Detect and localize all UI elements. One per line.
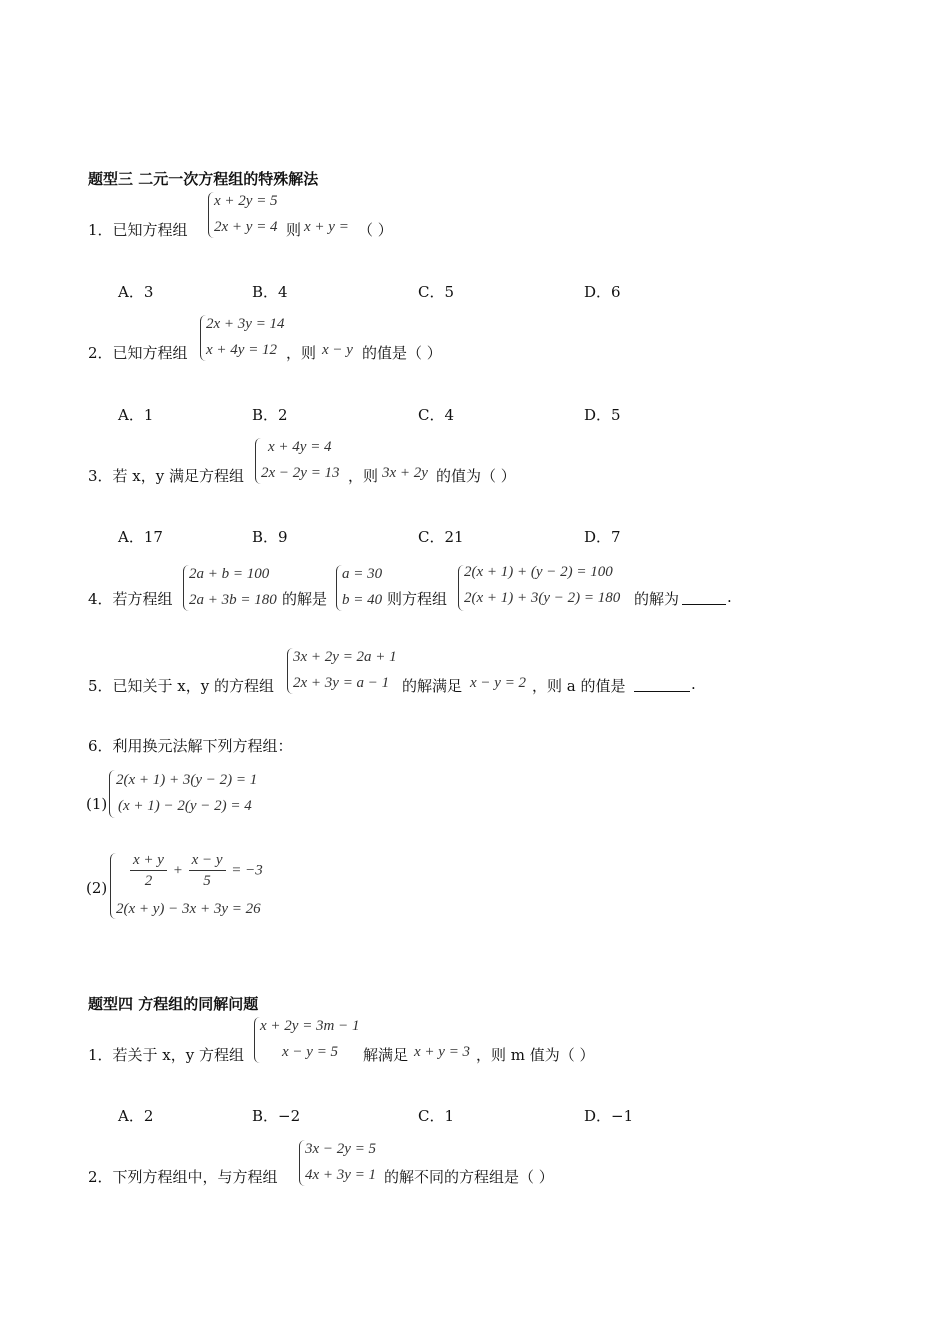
option-a: A．17	[118, 528, 163, 546]
sub-question-label: (1)	[86, 795, 108, 813]
fraction-numerator: x + y	[130, 850, 167, 871]
question-prefix: 3．若 x，y 满足方程组	[88, 467, 245, 485]
question-text: 则方程组	[387, 590, 448, 608]
equation-line: 2a + 3b = 180	[189, 592, 277, 608]
option-b: B．−2	[252, 1107, 301, 1125]
fraction	[130, 850, 167, 891]
math-expression: x + y = 3	[414, 1044, 471, 1060]
equation-line: a = 30	[342, 566, 383, 582]
section-title-4: 题型四 方程组的同解问题	[88, 995, 259, 1013]
equation-line: 3x + 2y = 2a + 1	[293, 649, 397, 665]
question-suffix: 的解不同的方程组是（ ）	[384, 1168, 554, 1186]
equation-brace	[109, 770, 115, 818]
fraction-numerator: x − y	[189, 850, 226, 871]
question-suffix: ，则 a 的值是	[532, 677, 626, 695]
equation-line: 2x + 3y = 14	[206, 316, 285, 332]
question-suffix: ，则	[348, 467, 379, 485]
question-text: 解满足	[363, 1046, 409, 1064]
option-a: A．1	[118, 406, 154, 424]
fraction-denominator: 5	[203, 873, 211, 889]
end-mark: .	[727, 588, 732, 606]
fraction	[189, 850, 226, 891]
option-b: B．4	[252, 283, 288, 301]
equation-line: 4x + 3y = 1	[305, 1167, 377, 1183]
equation-line: 3x − 2y = 5	[305, 1141, 377, 1157]
math-expression: x − y	[322, 342, 353, 358]
question-prefix: 2．下列方程组中，与方程组	[88, 1168, 278, 1186]
equation-line: (x + 1) − 2(y − 2) = 4	[118, 798, 252, 814]
math-expression: x − y = 2	[470, 675, 527, 691]
math-expression: x + y =	[304, 219, 349, 235]
answer-blank[interactable]	[634, 677, 690, 692]
equation-line: x + 2y = 5	[214, 193, 278, 209]
fraction-denominator: 2	[144, 873, 153, 889]
question-text: 的解是	[282, 590, 328, 608]
question-suffix: ，则	[286, 344, 317, 362]
equation-line: x + 4y = 4	[268, 439, 332, 455]
section-title-3: 题型三 二元一次方程组的特殊解法	[88, 170, 319, 188]
option-d: D．7	[584, 528, 621, 546]
question-text: 的解满足	[402, 677, 463, 695]
option-c: C．4	[418, 406, 455, 424]
equation-line: 2x − 2y = 13	[261, 465, 340, 481]
equation-line: x − y = 5	[282, 1044, 339, 1060]
math-expression: 3x + 2y	[382, 465, 428, 481]
equation-line: b = 40	[342, 592, 383, 608]
equation-line: 2x + 3y = a − 1	[293, 675, 390, 691]
question-prefix: 4．若方程组	[88, 590, 173, 608]
question-suffix: 则	[286, 221, 302, 239]
equation-line: 2a + b = 100	[189, 566, 270, 582]
question-text: 6．利用换元法解下列方程组：	[88, 737, 293, 755]
answer-paren: 的值为（ ）	[436, 467, 516, 485]
plus-sign: +	[172, 862, 183, 879]
equation-line: 2x + y = 4	[214, 219, 278, 235]
answer-paren: （ ）	[358, 221, 393, 239]
option-a: A．2	[118, 1107, 154, 1125]
question-prefix: 1．已知方程组	[88, 221, 188, 239]
end-mark: .	[691, 675, 696, 693]
option-c: C．1	[418, 1107, 455, 1125]
fraction-equation	[128, 850, 263, 891]
equation-line: x + 4y = 12	[206, 342, 278, 358]
answer-paren: 的值是（ ）	[362, 344, 442, 362]
equation-line: 2(x + 1) + 3(y − 2) = 180	[464, 590, 621, 606]
question-prefix: 1．若关于 x，y 方程组	[88, 1046, 245, 1064]
question-suffix: ，则 m 值为（ ）	[476, 1046, 595, 1064]
option-b: B．2	[252, 406, 288, 424]
equation-line: x + 2y = 3m − 1	[260, 1018, 360, 1034]
option-c: C．5	[418, 283, 455, 301]
question-prefix: 5．已知关于 x，y 的方程组	[88, 677, 275, 695]
question-prefix: 2．已知方程组	[88, 344, 188, 362]
equation-line: 2(x + 1) + (y − 2) = 100	[464, 564, 613, 580]
option-d: D．−1	[584, 1107, 634, 1125]
equation-rhs: = −3	[231, 862, 263, 879]
sub-question-label: (2)	[86, 879, 108, 897]
option-d: D．6	[584, 283, 621, 301]
option-d: D．5	[584, 406, 621, 424]
option-b: B．9	[252, 528, 288, 546]
option-a: A．3	[118, 283, 154, 301]
option-c: C．21	[418, 528, 464, 546]
question-suffix: 的解为	[634, 590, 680, 608]
equation-line: 2(x + y) − 3x + 3y = 26	[116, 901, 261, 917]
answer-blank[interactable]	[682, 590, 726, 605]
equation-line: 2(x + 1) + 3(y − 2) = 1	[116, 772, 258, 788]
